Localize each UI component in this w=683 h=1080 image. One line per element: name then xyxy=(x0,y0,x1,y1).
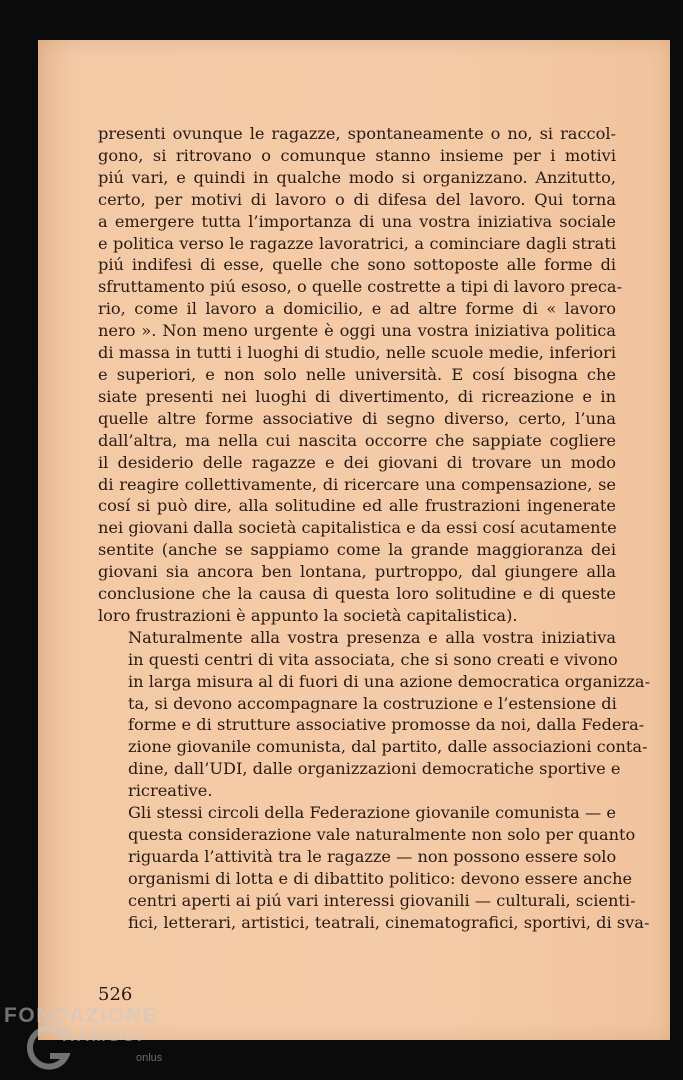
text-line: giovani sia ancora ben lontana, purtroppo, dal giungere alla xyxy=(98,562,616,582)
text-line: riguarda l’attività tra le ragazze — non possono essere solo xyxy=(128,846,617,866)
text-line: cosí si può dire, alla solitudine ed alle frustrazioni ingenerate xyxy=(98,496,616,516)
text-line: di reagire collettivamente, di ricercare una compensazione, se xyxy=(98,474,616,494)
text-line: zione giovanile comunista, dal partito, dalle associazioni conta- xyxy=(128,737,648,757)
text-line: quelle altre forme associative di segno diverso, certo, l’una xyxy=(98,408,616,428)
text-line: dall’altra, ma nella cui nascita occorre che sappiate cogliere xyxy=(98,430,616,450)
text-line: forme e di strutture associative promosse da noi, dalla Federa- xyxy=(128,715,645,735)
page-number: 526 xyxy=(98,984,133,1005)
text-line: gono, si ritrovano o comunque stanno insieme per i motivi xyxy=(98,145,616,165)
paragraph-1 xyxy=(98,123,623,627)
text-line: certo, per motivi di lavoro o di difesa del lavoro. Qui torna xyxy=(98,189,616,209)
text-line: siate presenti nei luoghi di divertimento, di ricreazione e in xyxy=(98,386,616,406)
text-line: dine, dall’UDI, dalle organizzazioni democratiche sportive e xyxy=(128,759,621,779)
text-line: Gli stessi circoli della Federazione giovanile comunista — e xyxy=(128,803,616,823)
text-line: questa considerazione vale naturalmente non solo per quanto xyxy=(128,825,636,844)
text-line: nero ». Non meno urgente è oggi una vostra iniziativa politica xyxy=(98,321,616,341)
text-line: loro frustrazioni è appunto la società capitalistica). xyxy=(98,605,518,625)
text-line: ta, si devono accompagnare la costruzione e l’estensione di xyxy=(128,693,617,713)
text-line: sfruttamento piú esoso, o quelle costrette a tipi di lavoro preca- xyxy=(98,277,623,297)
text-line: rio, come il lavoro a domicilio, e ad altre forme di « lavoro xyxy=(98,299,616,319)
watermark-logo xyxy=(4,1004,204,1074)
text-line: sentite (anche se sappiamo come la grande maggioranza dei xyxy=(98,540,616,560)
text-line: Naturalmente alla vostra presenza e alla vostra iniziativa xyxy=(128,627,616,647)
text-line: ricreative. xyxy=(128,781,213,801)
text-line: conclusione che la causa di questa loro solitudine e di queste xyxy=(98,584,616,604)
book-page xyxy=(38,40,670,1040)
text-line: in larga misura al di fuori di una azione democratica organizza- xyxy=(128,671,651,691)
text-line: in questi centri di vita associata, che si sono creati e vivono xyxy=(128,649,618,669)
watermark-title: FONDAZIONE xyxy=(4,1004,158,1027)
watermark-onlus: onlus xyxy=(136,1052,163,1064)
text-line: fici, letterari, artistici, teatrali, cinematografici, sportivi, di sva- xyxy=(128,912,650,932)
text-line: e superiori, e non solo nelle università. E cosí bisogna che xyxy=(98,364,616,384)
text-line: piú vari, e quindi in qualche modo si organizzano. Anzitutto, xyxy=(98,167,616,187)
paragraph-2 xyxy=(98,627,651,802)
text-line: organismi di lotta e di dibattito politico: devono essere anche xyxy=(128,868,633,888)
paragraph-3 xyxy=(98,802,650,933)
text-line: nei giovani dalla società capitalistica e da essi cosí acutamente xyxy=(98,518,617,538)
text-line: a emergere tutta l’importanza di una vostra iniziativa sociale xyxy=(98,211,616,231)
watermark-subtitle: RAMSCI xyxy=(62,1026,145,1045)
text-line: di massa in tutti i luoghi di studio, nelle scuole medie, inferiori xyxy=(98,343,616,363)
text-line: centri aperti ai piú vari interessi giovanili — culturali, scienti- xyxy=(128,890,636,910)
text-line: il desiderio delle ragazze e dei giovani di trovare un modo xyxy=(98,452,616,472)
text-line: presenti ovunque le ragazze, spontaneamente o no, si raccol- xyxy=(98,124,616,143)
body-text xyxy=(98,123,651,934)
text-line: e politica verso le ragazze lavoratrici, a cominciare dagli strati xyxy=(98,233,616,253)
text-line: piú indifesi di esse, quelle che sono sottoposte alle forme di xyxy=(98,255,616,275)
